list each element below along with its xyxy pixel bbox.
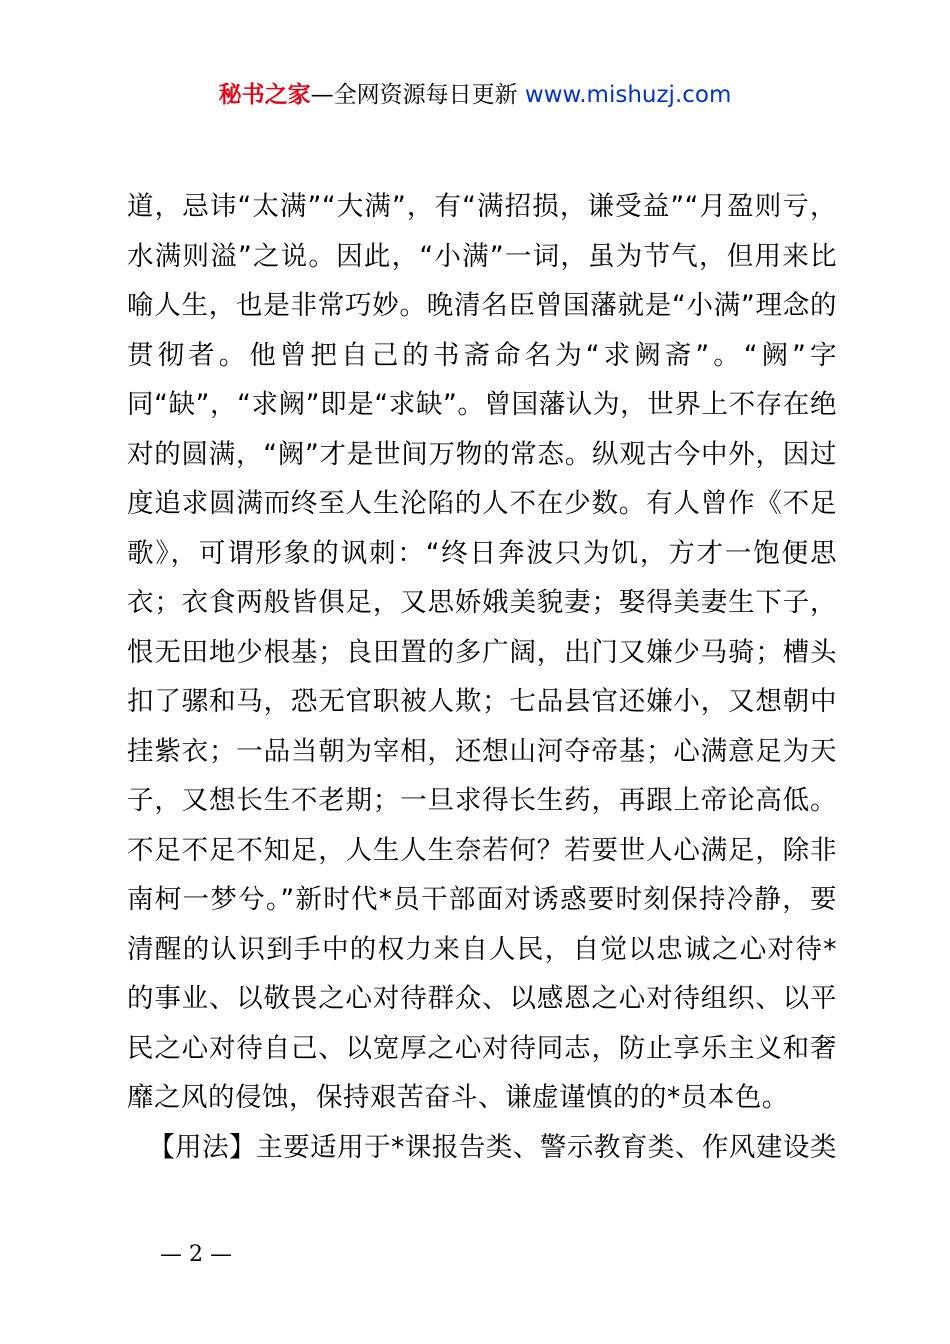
site-slogan: —全网资源每日更新 xyxy=(310,82,525,108)
site-brand: 秘书之家 xyxy=(218,82,311,108)
body-paragraph: 道，忌讳“太满”“大满”，有“满招损，谦受益”“月盈则亏，水满则溢”之说。因此，“小满”一词，虽为节气，但用来比喻人生，也是非常巧妙。晚清名臣曾国藩就是“小满”理念的贯彻者。他曾把自己的书斋命名为“求阙斋”。“阙”字同“缺”，“求阙”即是“求缺”。曾国藩认为，世界上不存在绝对的圆满，“阙”才是世间万物的常态。纵观古今中外，因过度追求圆满而终至人生沦陷的人不在少数。有人曾作《不足歌》，可谓形象的讽刺：“终日奔波只为饥，方才一饱便思衣；衣食两般皆俱足，又思娇娥美貌妻；娶得美妻生下子，恨无田地少根基；良田置的多广阔，出门又嫌少马骑；槽头扣了骡和马，恐无官职被人欺；七品县官还嫌小，又想朝中挂紫衣；一品当朝为宰相，还想山河夺帝基；心满意足为天子，又想长生不老期；一旦求得长生药，再跟上帝论高低。不足不足不知足，人生人生奈若何？若要世人心满足，除非南柯一梦兮。”新时代*员干部面对诱惑要时刻保持冷静，要清醒的认识到手中的权力来自人民，自觉以忠诚之心对待*的事业、以敬畏之心对待群众、以感恩之心对待组织、以平民之心对待自己、以宽厚之心对待同志，防止享乐主义和奢靡之风的侵蚀，保持艰苦奋斗、谦虚谨慎的的*员本色。 xyxy=(127,191,837,1113)
site-url-link[interactable]: www.mishuzj.com xyxy=(524,82,732,108)
page-number: — 2 — xyxy=(160,1242,232,1267)
document-body xyxy=(127,182,837,1172)
site-header xyxy=(0,78,950,112)
usage-paragraph: 【用法】主要适用于*课报告类、警示教育类、作风建设类 xyxy=(148,1131,837,1163)
